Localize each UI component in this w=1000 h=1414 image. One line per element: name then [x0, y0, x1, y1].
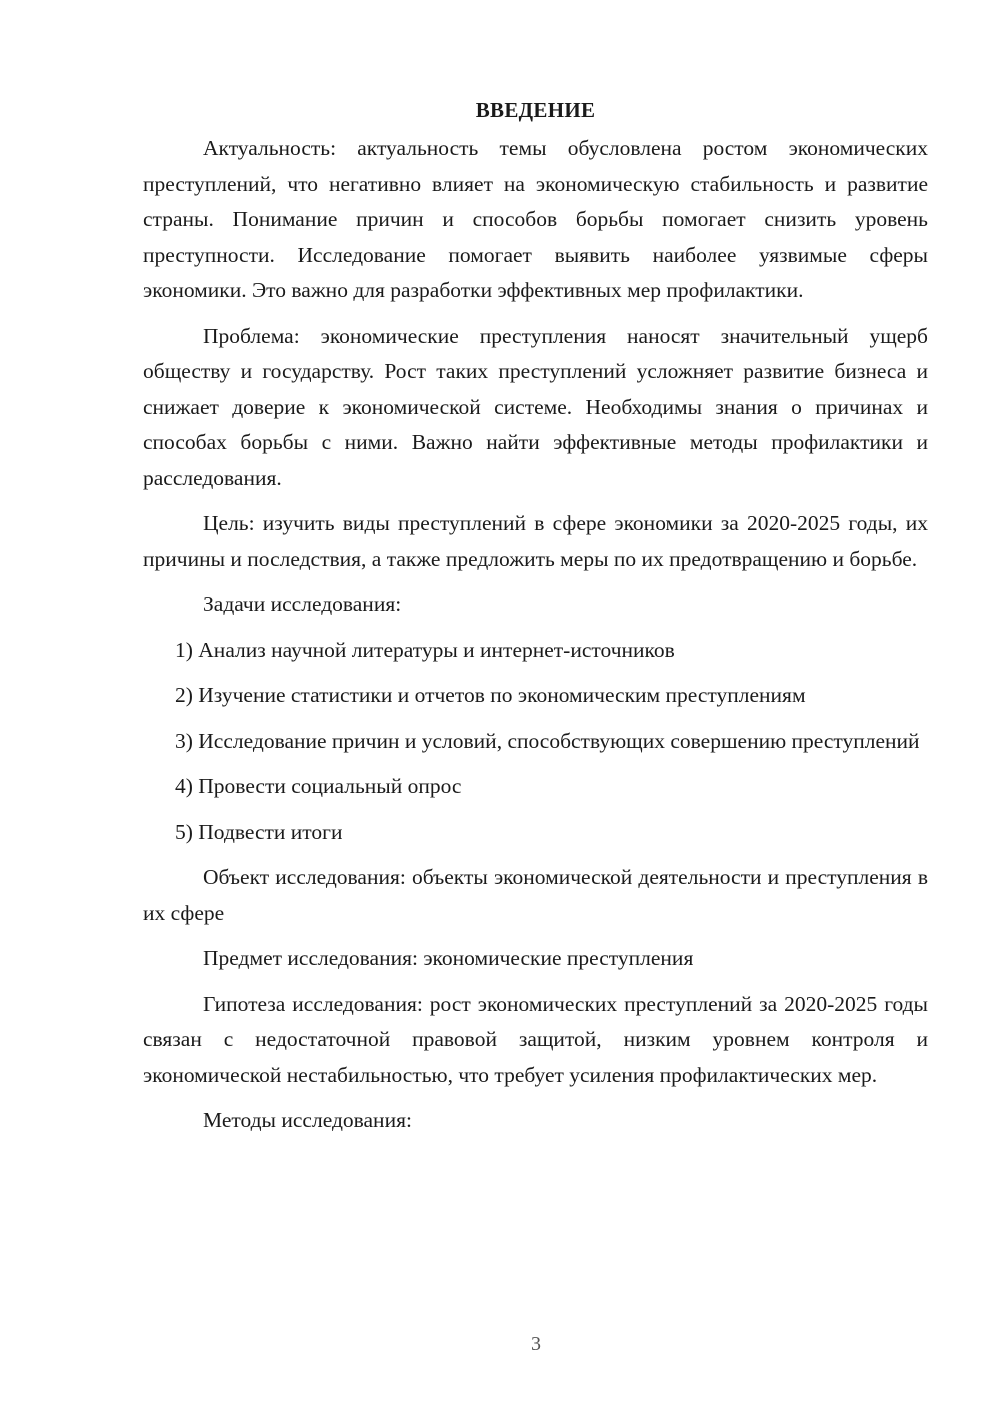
tasks-list — [143, 633, 928, 851]
relevance-paragraph: Актуальность: актуальность темы обусловлена ростом экономических преступлений, что негативно влияет на экономическую стабильность и развитие страны. Понимание причин и способов борьбы помогает снизить уровень преступности. Исследование помогает выявить наиболее уязвимые сферы экономики. Это важно для разработки эффективных мер профилактики. — [143, 136, 928, 302]
page-title: ВВЕДЕНИЕ — [475, 98, 596, 122]
list-item: 1) Анализ научной литературы и интернет-источников — [175, 637, 675, 662]
list-item: 4) Провести социальный опрос — [175, 774, 462, 798]
goal-paragraph: Цель: изучить виды преступлений в сфере экономики за 2020-2025 годы, их причины и последствия, а также предложить меры по их предотвращению и борьбе. — [143, 511, 928, 571]
list-item: 3) Исследование причин и условий, способствующих совершению преступлений — [175, 728, 920, 753]
list-item: 5) Подвести итоги — [175, 819, 343, 844]
subject-paragraph: Предмет исследования: экономические преступления — [203, 946, 694, 970]
page-number: 3 — [531, 1333, 541, 1355]
methods-title: Методы исследования: — [203, 1108, 412, 1132]
list-item: 2) Изучение статистики и отчетов по экономическим преступлениям — [175, 683, 806, 707]
object-paragraph: Объект исследования: объекты экономической деятельности и преступления в их сфере — [143, 865, 928, 925]
hypothesis-paragraph: Гипотеза исследования: рост экономических преступлений за 2020-2025 годы связан с недостаточной правовой защитой, низким уровнем контроля и экономической нестабильностью, что требует усиления профилактических мер. — [143, 991, 928, 1087]
document-page — [143, 93, 928, 1149]
problem-paragraph: Проблема: экономические преступления наносят значительный ущерб обществу и государству. Рост таких преступлений усложняет развитие бизнеса и снижает доверие к экономической системе. Необходимы знания о причинах и способах борьбы с ними. Важно найти эффективные методы профилактики и расследования. — [143, 323, 928, 490]
tasks-title: Задачи исследования: — [203, 592, 402, 616]
